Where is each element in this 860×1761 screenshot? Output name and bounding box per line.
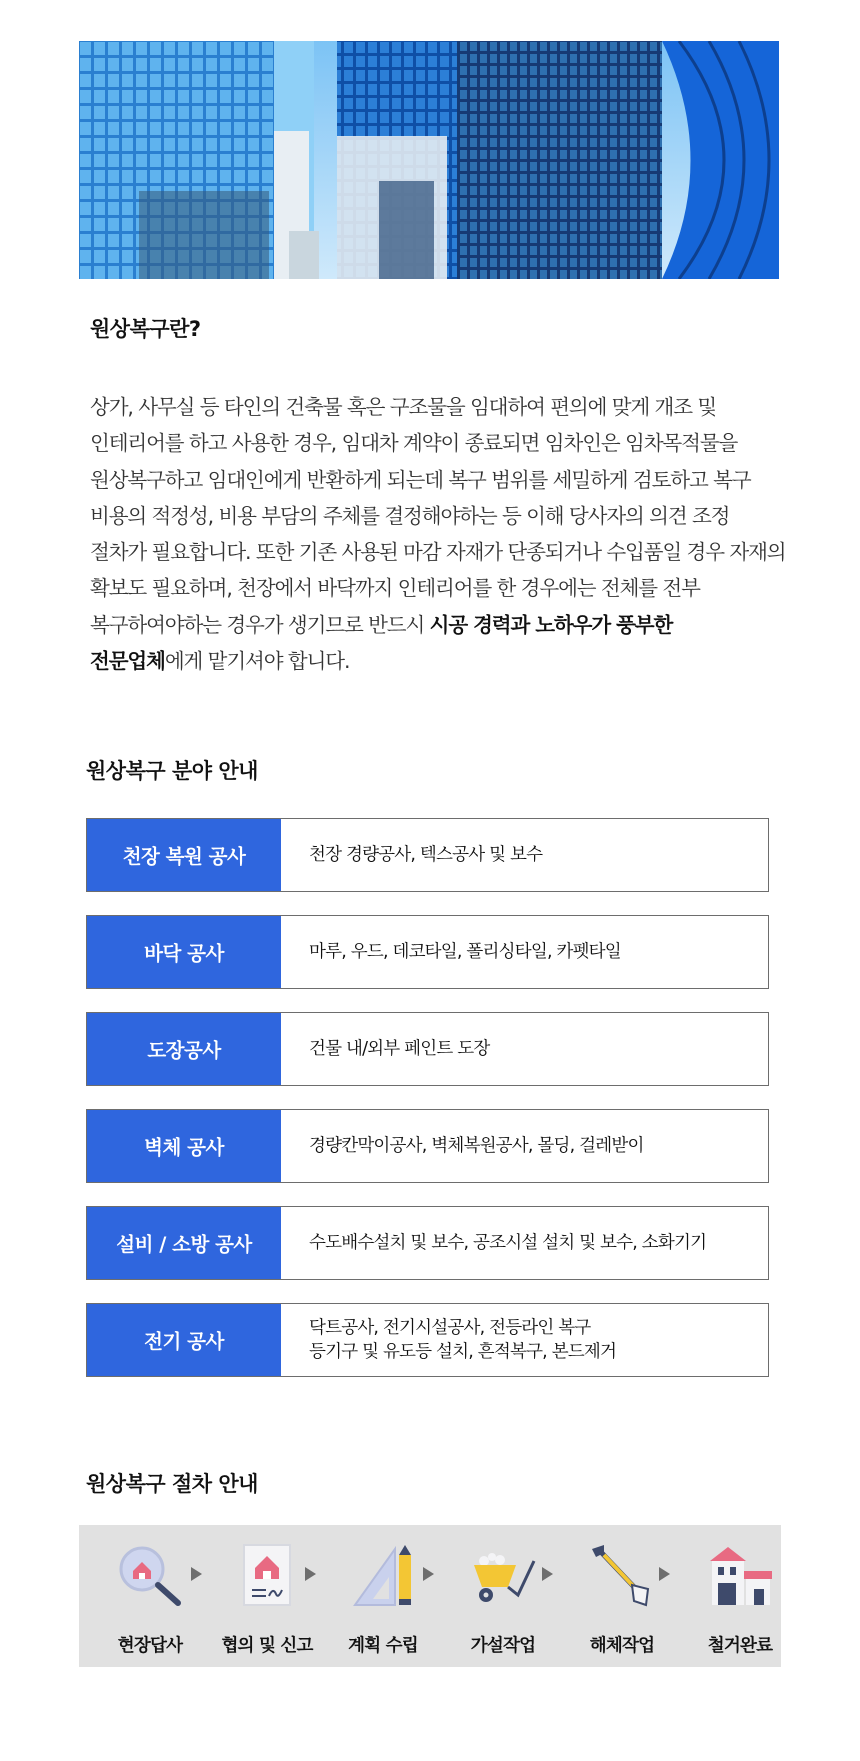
intro-body <box>90 389 790 679</box>
field-row-ceiling <box>86 818 769 892</box>
intro-body-emphasis: 시공 경력과 노하우가 풍부한 전문업체 <box>90 612 673 674</box>
process-step-temporary-work <box>444 1525 562 1667</box>
field-label: 설비 / 소방 공사 <box>87 1207 281 1279</box>
field-description-line: 등기구 및 유도등 설치, 흔적복구, 본드제거 <box>309 1342 617 1362</box>
process-step-demolition <box>563 1525 681 1667</box>
field-row-facility <box>86 1206 769 1280</box>
field-description <box>281 1304 768 1376</box>
field-label: 바닥 공사 <box>87 916 281 988</box>
field-description-line: 천장 경량공사, 텍스공사 및 보수 <box>309 845 543 865</box>
process-step-planning <box>324 1525 442 1667</box>
field-row-painting <box>86 1012 769 1086</box>
intro-body-ending: 에게 맡기셔야 합니다. <box>164 649 350 674</box>
step-label: 해체작업 <box>589 1636 655 1656</box>
process-step-complete <box>681 1525 799 1667</box>
process-steps <box>79 1525 781 1667</box>
field-description-line: 수도배수설치 및 보수, 공조시설 설치 및 보수, 소화기기 <box>309 1233 707 1253</box>
building-icon <box>681 1543 799 1607</box>
process-step-site-survey <box>91 1525 209 1667</box>
field-description <box>281 1207 768 1279</box>
field-row-floor <box>86 915 769 989</box>
field-description <box>281 1110 768 1182</box>
arrow-right-icon <box>191 1567 202 1581</box>
hero-building-image <box>79 41 779 279</box>
step-label: 협의 및 신고 <box>221 1636 313 1656</box>
arrow-right-icon <box>659 1567 670 1581</box>
arrow-right-icon <box>423 1567 434 1581</box>
field-description-line: 건물 내/외부 페인트 도장 <box>309 1039 490 1059</box>
arrow-right-icon <box>542 1567 553 1581</box>
process-step-agreement <box>208 1525 326 1667</box>
field-description-line: 닥트공사, 전기시설공사, 전등라인 복구 <box>309 1318 591 1338</box>
field-label: 도장공사 <box>87 1013 281 1085</box>
field-description <box>281 1013 768 1085</box>
intro-title: 원상복구란? <box>90 317 201 341</box>
field-label: 벽체 공사 <box>87 1110 281 1182</box>
field-description-line: 경량칸막이공사, 벽체복원공사, 몰딩, 걸레받이 <box>309 1136 644 1156</box>
step-label: 계획 수립 <box>348 1636 418 1656</box>
fields-section-title: 원상복구 분야 안내 <box>86 759 258 783</box>
intro-body-text: 상가, 사무실 등 타인의 건축물 혹은 구조물을 임대하여 편의에 맞게 개조 및 인테리어를 하고 사용한 경우, 임대차 계약이 종료되면 임차인은 임차목적물을 원상복구하고 임대인에게 반환하게 되는데 복구 범위를 세밀하게 검토하고 복구 비용의 적정성, 비용 부담의 주체를 결정해야하는 등 이해 당사자의 의견 조정 절차가 필요합니다. 또한 기존 사용된 마감 자재가 단종되거나 수입품일 경우 자재의 확보도 필요하며, 천장에서 바닥까지 인테리어를 한 경우에는 전체를 전부 복구하여야하는 경우가 생기므로 반드시 <box>90 395 786 637</box>
glass-buildings-illustration <box>79 41 779 279</box>
step-label: 철거완료 <box>707 1636 773 1656</box>
field-description <box>281 819 768 891</box>
field-description <box>281 916 768 988</box>
step-label: 현장답사 <box>117 1636 183 1656</box>
field-row-wall <box>86 1109 769 1183</box>
arrow-right-icon <box>305 1567 316 1581</box>
process-section-title: 원상복구 절차 안내 <box>86 1472 258 1496</box>
field-description-line: 마루, 우드, 데코타일, 폴리싱타일, 카펫타일 <box>309 942 621 962</box>
field-label: 천장 복원 공사 <box>87 819 281 891</box>
step-label: 가설작업 <box>470 1636 536 1656</box>
field-row-electric <box>86 1303 769 1377</box>
field-label: 전기 공사 <box>87 1304 281 1376</box>
